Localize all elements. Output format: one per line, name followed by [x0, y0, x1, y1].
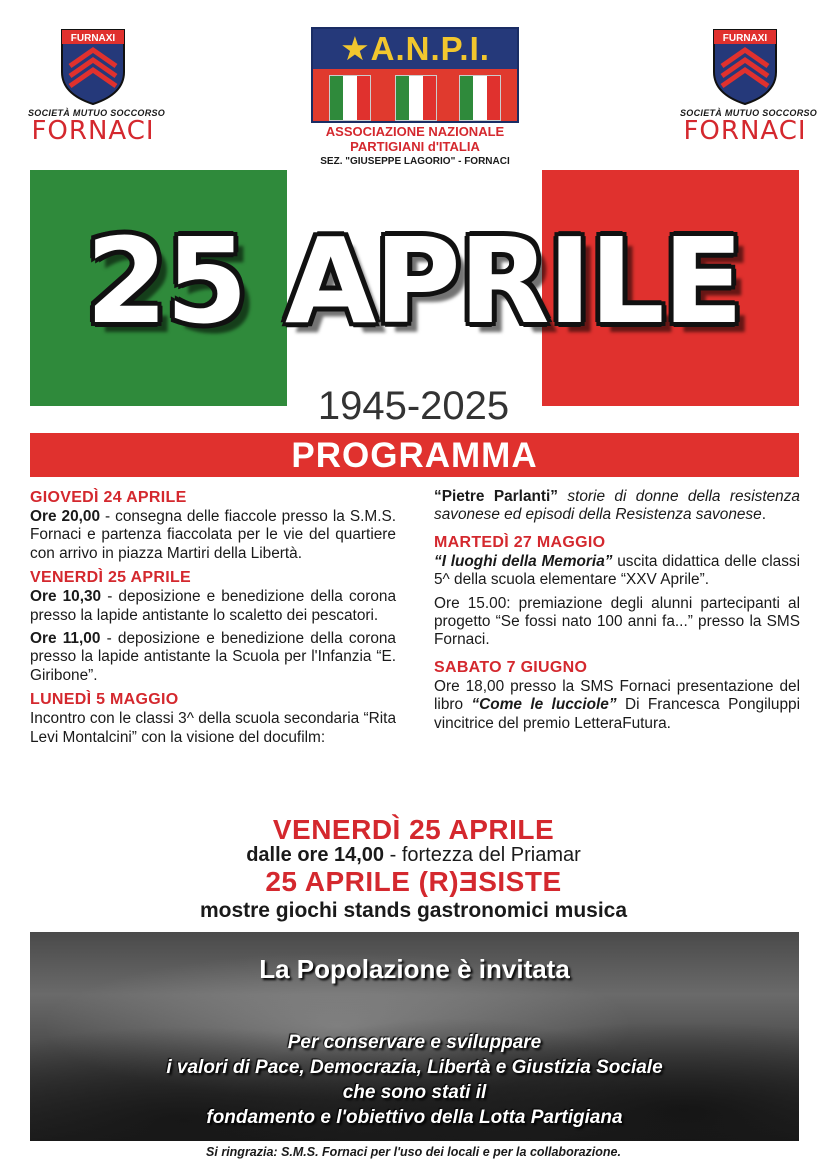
entry-time: Ore 11,00 [30, 630, 101, 648]
event-place: - fortezza del Priamar [384, 844, 581, 866]
book-title: “Come le lucciole” [471, 696, 617, 714]
day-title: SABATO 7 GIUGNO [434, 658, 588, 676]
day-title: MARTEDÌ 27 MAGGIO [434, 533, 606, 551]
logo-badge: FURNAXI [70, 33, 116, 44]
entry-end: . [761, 506, 766, 524]
anpi-name-line1: ASSOCIAZIONE NAZIONALE [325, 124, 505, 139]
anpi-name [270, 124, 560, 167]
entry-text: Ore 18,00 presso la SMS Fornaci presentazione del libro [434, 677, 800, 714]
years: 1945-2025 [317, 384, 510, 428]
day-title: LUNEDÌ 5 MAGGIO [30, 691, 179, 709]
anpi-name-line2: PARTIGIANI d'ITALIA [350, 139, 480, 154]
logo-left [28, 28, 166, 146]
anpi-flags [313, 69, 517, 121]
program-day [434, 533, 800, 650]
day-entry [434, 678, 800, 733]
day-title: GIOVEDÌ 24 APRILE [30, 489, 187, 506]
day-entry [434, 595, 800, 650]
program-day [30, 488, 396, 563]
logo-tagline: SOCIETÀ MUTUO SOCCORSO [680, 108, 818, 118]
invitation-headline: La Popolazione è invitata [259, 954, 570, 984]
anpi-section: SEZ. "GIUSEPPE LAGORIO" - FORNACI [320, 156, 510, 167]
invitation-line: fondamento e l'obiettivo della Lotta Partigiana [206, 1107, 623, 1128]
anpi-logo [311, 27, 519, 123]
entry-text: Incontro con le classi 3^ della scuola secondaria “Rita Levi Montalcini” con la visione del docufilm: [30, 710, 396, 746]
program-column-right [434, 488, 800, 738]
day-entry [434, 488, 800, 525]
invitation-line: i valori di Pace, Democrazia, Libertà e Giustizia Sociale [166, 1057, 663, 1078]
invitation-line: che sono stati il [342, 1082, 487, 1103]
mini-flag-icon [329, 75, 371, 121]
mini-flag-icon [395, 75, 437, 121]
program-column-left [30, 488, 396, 751]
invitation-message [30, 1030, 799, 1130]
entry-text: uscita didattica delle classi 5^ della scuola elementare “XXV Aprile”. [434, 552, 800, 589]
entry-time: Ore 10,30 [30, 588, 102, 606]
day-title: VENERDÌ 25 APRILE [30, 569, 191, 587]
program-day [30, 568, 396, 685]
entry-text: Di Francesca Pongiluppi vincitrice del premio LetteraFutura. [434, 696, 800, 732]
entry-text: - consegna delle fiaccole presso la S.M.S. Fornaci e partenza fiaccolata per le vie del quartiere con arrivo in piazza Martiri della Libertà. [30, 508, 397, 562]
event-time-place [0, 844, 827, 867]
film-title: “Pietre Parlanti” [434, 488, 558, 505]
page-title: 25 APRILE [85, 212, 742, 350]
event-time: dalle ore 14,00 [246, 844, 385, 866]
program-day [30, 690, 396, 746]
anpi-acronym: ★A.N.P.I. [313, 29, 517, 69]
logo-right [680, 28, 818, 146]
logo-town: FORNACI [31, 116, 155, 146]
day-entry [30, 588, 396, 625]
entry-time: Ore 20,00 [30, 508, 101, 525]
film-desc: storie di donne della resistenza savonese ed episodi della Resistenza savonese [434, 488, 800, 524]
event-title: VENERDÌ 25 APRILE [272, 814, 555, 845]
logo-tagline: SOCIETÀ MUTUO SOCCORSO [28, 108, 166, 118]
event-name: 25 APRILE (R)ƎSISTE [265, 866, 562, 897]
program-day-continued [434, 488, 800, 525]
mini-flag-icon [459, 75, 501, 121]
event-activities: mostre giochi stands gastronomici musica [199, 899, 628, 922]
day-entry [434, 553, 800, 590]
event-title: “I luoghi della Memoria” [434, 552, 613, 570]
entry-text: - deposizione e benedizione della corona presso la lapide antistante lo scaletto dei pescatori. [30, 588, 397, 624]
logo-town: FORNACI [683, 116, 807, 146]
entry-text: - deposizione e benedizione della corona presso la lapide antistante la Scuola per l'Infanzia “E. Giribone”. [30, 630, 396, 684]
program-banner: PROGRAMMA [30, 433, 799, 477]
invitation-photo [30, 932, 799, 1141]
shield-chevron-icon [60, 28, 126, 106]
entry-text: Ore 15.00: premiazione degli alunni partecipanti al progetto “Se fossi nato 100 anni fa...” presso la SMS Fornaci. [434, 594, 800, 649]
invitation-line: Per conservare e sviluppare [287, 1032, 542, 1053]
shield-chevron-icon [712, 28, 778, 106]
day-entry [30, 508, 396, 563]
day-entry [30, 630, 396, 685]
program-day [434, 658, 800, 733]
logo-badge: FURNAXI [722, 33, 768, 44]
day-entry [30, 710, 396, 746]
thanks-note: Si ringrazia: S.M.S. Fornaci per l'uso dei locali e per la collaborazione. [206, 1145, 621, 1159]
